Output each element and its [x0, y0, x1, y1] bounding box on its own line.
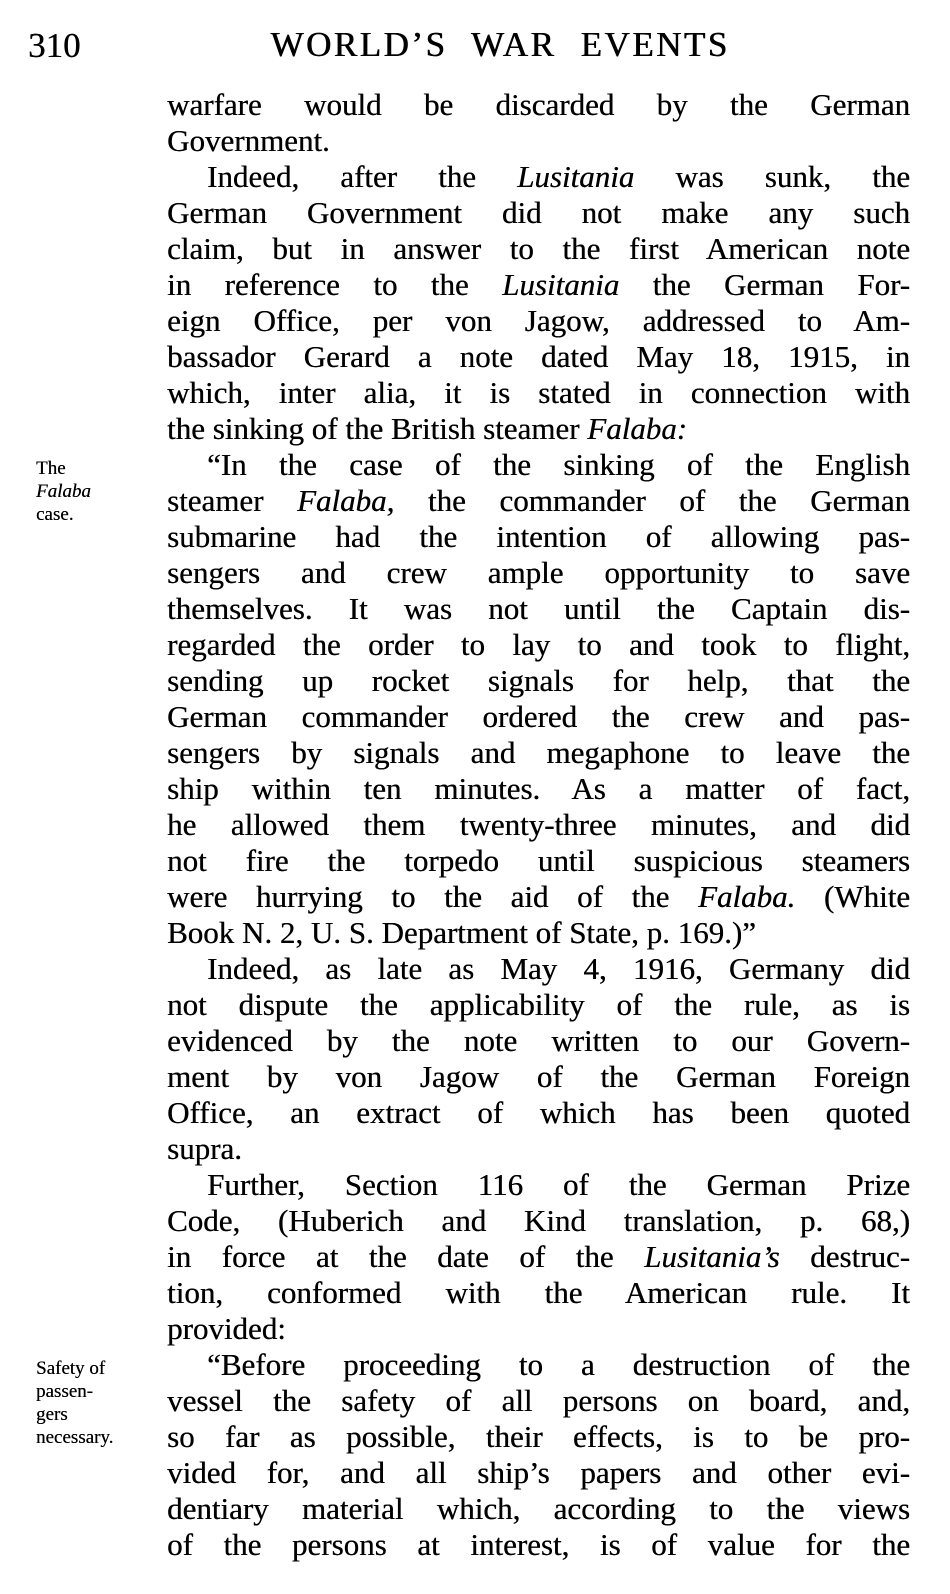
body-text: The — [36, 458, 66, 479]
italic-text: Falaba: — [587, 411, 688, 446]
text-line — [167, 1419, 910, 1455]
text-line — [167, 1239, 910, 1275]
body-text: German Government did not make any such — [167, 195, 910, 230]
text-line — [167, 1527, 910, 1563]
body-text: bassador Gerard a note dated May 18, 1915, in — [167, 339, 910, 374]
body-text: Code, (Huberich and Kind translation, p. 68,) — [167, 1203, 910, 1238]
body-text: of the persons at interest, is of value for the — [167, 1527, 910, 1562]
body-text: the German For- — [619, 267, 910, 302]
margin-note — [36, 457, 164, 526]
text-line — [167, 771, 910, 807]
body-text: Indeed, after the — [207, 159, 518, 194]
text-line — [167, 1131, 910, 1167]
text-line — [167, 447, 910, 483]
body-text: in reference to the — [167, 267, 503, 302]
text-line — [167, 1059, 910, 1095]
text-line — [167, 375, 910, 411]
text-line — [167, 1311, 910, 1347]
text-line — [167, 807, 910, 843]
paragraph — [167, 951, 910, 1167]
body-text: Indeed, as late as May 4, 1916, Germany did — [207, 951, 910, 986]
running-title: WORLD’S WAR EVENTS — [270, 25, 730, 64]
body-text: ment by von Jagow of the German Foreign — [167, 1059, 910, 1094]
text-line — [167, 483, 910, 519]
body-text: so far as possible, their effects, is to be pro- — [167, 1419, 910, 1454]
body-text: passen- — [36, 1381, 93, 1402]
paragraph — [36, 1347, 910, 1563]
body-text: tion, conformed with the American rule. It — [167, 1275, 910, 1310]
margin-note-line — [36, 480, 164, 503]
body-text: not fire the torpedo until suspicious steamers — [167, 843, 910, 878]
body-text: sending up rocket signals for help, that the — [167, 663, 910, 698]
text-line — [167, 1023, 910, 1059]
text-line — [167, 915, 910, 951]
body-text: dentiary material which, according to the views — [167, 1491, 910, 1526]
text-block — [36, 87, 910, 1563]
body-text: were hurrying to the aid of the — [167, 879, 698, 914]
body-text: in force at the date of the — [167, 1239, 645, 1274]
margin-note-line — [36, 1426, 164, 1449]
body-text: claim, but in answer to the first American note — [167, 231, 910, 266]
body-text: “Before proceeding to a destruction of the — [207, 1347, 910, 1382]
italic-text: Lusitania — [517, 159, 635, 194]
text-line — [167, 591, 910, 627]
body-text: warfare would be discarded by the German — [167, 87, 910, 122]
text-line — [167, 195, 910, 231]
body-text: “In the case of the sinking of the English — [207, 447, 910, 482]
body-text: provided: — [167, 1311, 286, 1346]
text-line — [167, 267, 910, 303]
margin-note-line — [36, 1357, 164, 1380]
body-text: German commander ordered the crew and pas- — [167, 699, 910, 734]
paragraph — [36, 447, 910, 951]
body-text: regarded the order to lay to and took to flight, — [167, 627, 910, 662]
body-text: Office, an extract of which has been quoted — [167, 1095, 910, 1130]
body-text: themselves. It was not until the Captain dis- — [167, 591, 910, 626]
text-line — [167, 627, 910, 663]
italic-text: Lusitania’s — [644, 1239, 780, 1274]
text-line — [167, 735, 910, 771]
italic-text: Lusitania — [502, 267, 620, 302]
text-line — [167, 1491, 910, 1527]
text-line — [167, 987, 910, 1023]
body-text: destruc- — [779, 1239, 910, 1274]
text-line — [167, 87, 910, 123]
paragraph — [167, 1167, 910, 1347]
italic-text: Falaba. — [697, 879, 796, 914]
margin-note — [36, 1357, 164, 1449]
body-text: steamer — [167, 483, 297, 518]
body-text: the sinking of the British steamer — [167, 411, 588, 446]
body-text: necessary. — [36, 1427, 114, 1448]
body-text: evidenced by the note written to our Govern- — [167, 1023, 910, 1058]
text-line — [167, 699, 910, 735]
body-text: eign Office, per von Jagow, addressed to Am- — [167, 303, 910, 338]
margin-note-line — [36, 503, 164, 526]
body-text: vided for, and all ship’s papers and other evi- — [167, 1455, 910, 1490]
paragraph — [167, 87, 910, 159]
body-text: submarine had the intention of allowing pas- — [167, 519, 910, 554]
body-text: Government. — [167, 123, 330, 158]
margin-note-line — [36, 1403, 164, 1426]
text-line — [167, 555, 910, 591]
text-line — [167, 231, 910, 267]
body-text: Book N. 2, U. S. Department of State, p. 169.)” — [167, 915, 756, 950]
page-number: 310 — [28, 26, 81, 65]
text-line — [167, 123, 910, 159]
text-line — [167, 303, 910, 339]
body-text: Safety of — [36, 1358, 106, 1379]
body-text: which, inter alia, it is stated in connection with — [167, 375, 910, 410]
body-text: the commander of the German — [394, 483, 910, 518]
body-text: vessel the safety of all persons on board, and, — [167, 1383, 910, 1418]
body-text: gers — [36, 1404, 68, 1425]
text-line — [167, 159, 910, 195]
body-text: not dispute the applicability of the rule, as is — [167, 987, 910, 1022]
body-text: ship within ten minutes. As a matter of fact, — [167, 771, 910, 806]
text-line — [167, 663, 910, 699]
body-text: sengers and crew ample opportunity to save — [167, 555, 910, 590]
body-text: Further, Section 116 of the German Prize — [207, 1167, 910, 1202]
body-text: sengers by signals and megaphone to leave the — [167, 735, 910, 770]
italic-text: Falaba, — [296, 483, 395, 518]
text-line — [167, 519, 910, 555]
body-text: supra. — [167, 1131, 242, 1166]
text-line — [167, 843, 910, 879]
text-line — [167, 1383, 910, 1419]
text-line — [167, 1455, 910, 1491]
italic-text: Falaba — [36, 481, 91, 502]
text-line — [167, 951, 910, 987]
text-line — [167, 1203, 910, 1239]
body-text: was sunk, the — [634, 159, 910, 194]
margin-note-line — [36, 457, 164, 480]
margin-note-line — [36, 1380, 164, 1403]
text-line — [167, 339, 910, 375]
body-text: (White — [795, 879, 910, 914]
body-text: case. — [36, 504, 74, 525]
text-line — [167, 1275, 910, 1311]
body-text: he allowed them twenty-three minutes, and did — [167, 807, 910, 842]
text-line — [167, 879, 910, 915]
text-line — [167, 1095, 910, 1131]
text-line — [167, 1167, 910, 1203]
text-line — [167, 1347, 910, 1383]
text-line — [167, 411, 910, 447]
paragraph — [167, 159, 910, 447]
